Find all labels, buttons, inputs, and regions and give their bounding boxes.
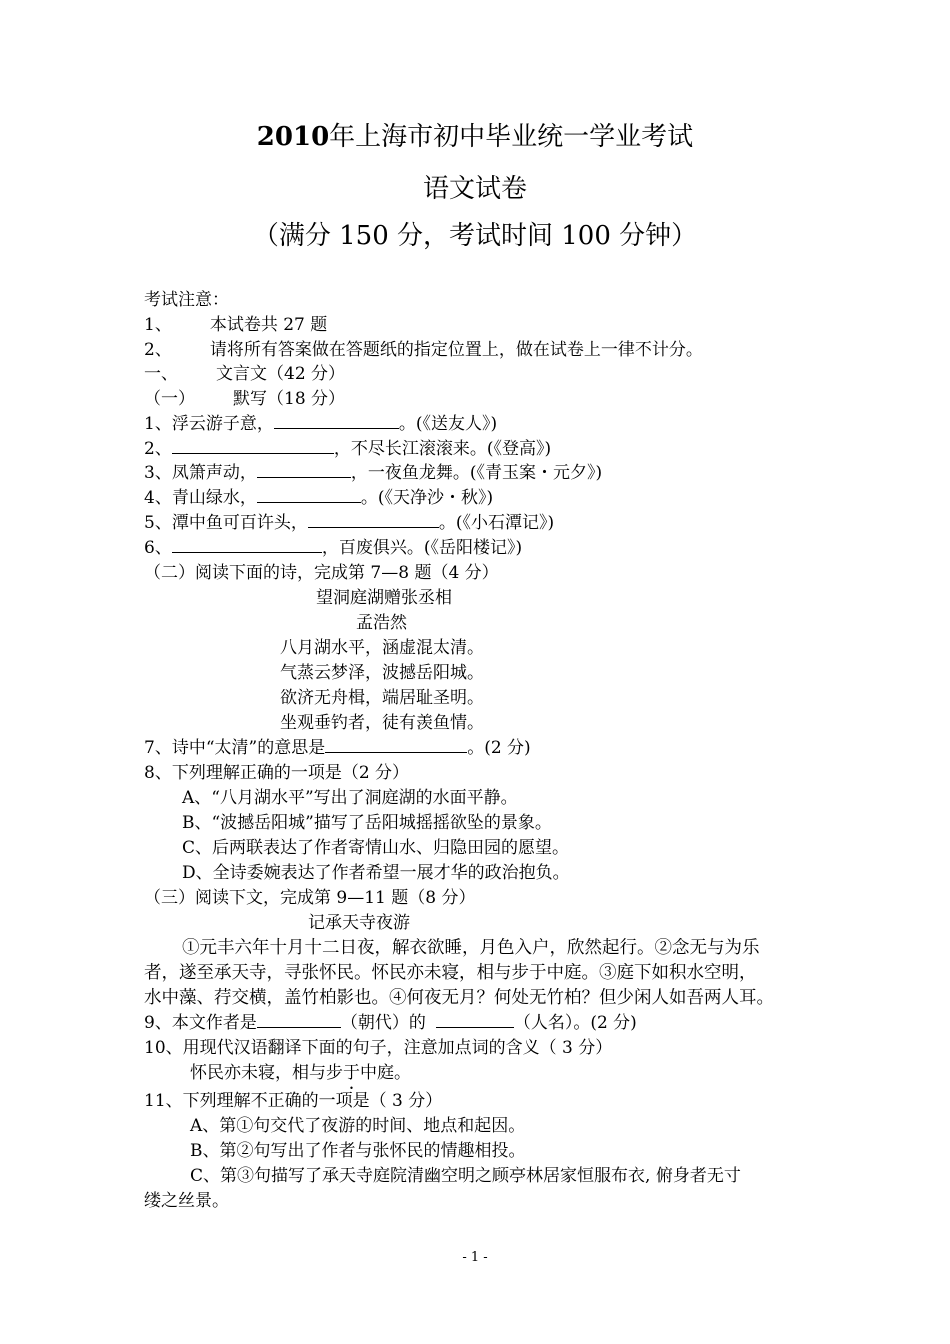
part1-heading: （一） 默写（18 分）: [144, 389, 346, 409]
question-7: 7、诗中“太清”的意思是 。(2 分): [144, 738, 531, 758]
answer-blank[interactable]: [257, 1011, 341, 1028]
question-10: 10、用现代汉语翻译下面的句子，注意加点词的含义（ 3 分）: [144, 1038, 613, 1058]
answer-blank[interactable]: [172, 536, 322, 553]
question-3: 3、凤箫声动， ，一夜鱼龙舞。(《青玉案・元夕》): [144, 463, 603, 483]
answer-blank[interactable]: [308, 511, 439, 528]
answer-blank[interactable]: [257, 461, 351, 478]
poem-line-4: 坐观垂钓者，徒有羡鱼情。: [280, 713, 484, 733]
page-number: - 1 -: [462, 1250, 488, 1265]
exam-note: （满分 150 分，考试时间 100 分钟）: [252, 221, 698, 251]
question-1: 1、浮云游子意， 。(《送友人》): [144, 414, 498, 434]
question-2: 2、 ，不尽长江滚滚来。(《登高》): [144, 439, 552, 459]
part2-heading: （二）阅读下面的诗，完成第 7—8 题（4 分）: [144, 563, 499, 583]
q10-sentence: 怀民亦未寝，相与步于中庭。: [190, 1063, 411, 1083]
answer-blank[interactable]: [436, 1011, 514, 1028]
part3-heading: （三）阅读下文，完成第 9—11 题（8 分）: [144, 888, 476, 908]
poem-line-3: 欲济无舟楫，端居耻圣明。: [280, 688, 484, 708]
exam-year: 2010: [256, 122, 330, 152]
dot-marked-char: 于: [343, 1063, 360, 1083]
question-6: 6、 ，百废俱兴。(《岳阳楼记》): [144, 538, 523, 558]
question-11: 11、下列理解不正确的一项是（ 3 分）: [144, 1091, 443, 1111]
q11-option-a: A、第①句交代了夜游的时间、地点和起因。: [190, 1116, 526, 1136]
q11-option-c-cont: 缕之丝景。: [144, 1191, 229, 1211]
exam-subtitle: 语文试卷: [422, 174, 527, 204]
notice-label: 考试注意：: [144, 290, 229, 310]
answer-blank[interactable]: [257, 486, 361, 503]
exam-title-text: 年上海市初中毕业统一学业考试: [329, 122, 694, 152]
notice-item-2: 2、 请将所有答案做在答题纸的指定位置上，做在试卷上一律不计分。: [144, 340, 703, 360]
answer-blank[interactable]: [172, 437, 334, 454]
question-5: 5、潭中鱼可百许头， 。(《小石潭记》): [144, 513, 555, 533]
q8-option-d: D、全诗委婉表达了作者希望一展才华的政治抱负。: [182, 863, 570, 883]
question-8: 8、下列理解正确的一项是（2 分）: [144, 763, 410, 783]
poem-line-2: 气蒸云梦泽，波撼岳阳城。: [280, 663, 484, 683]
poem-title: 望洞庭湖赠张丞相: [316, 588, 452, 608]
q8-option-c: C、后两联表达了作者寄情山水、归隐田园的愿望。: [182, 838, 570, 858]
poem-line-1: 八月湖水平，涵虚混太清。: [280, 638, 484, 658]
q8-option-b: B、“波撼岳阳城”描写了岳阳城摇摇欲坠的景象。: [182, 813, 552, 833]
passage-line-2: 者，遂至承天寺，寻张怀民。怀民亦未寝，相与步于中庭。③庭下如积水空明，: [144, 963, 757, 983]
notice-item-1: 1、 本试卷共 27 题: [144, 315, 328, 335]
passage-line-3: 水中藻、荇交横，盖竹柏影也。④何夜无月？何处无竹柏？但少闲人如吾两人耳。: [144, 988, 774, 1008]
answer-blank[interactable]: [274, 412, 399, 429]
poem-author: 孟浩然: [356, 613, 407, 633]
question-9: 9、本文作者是 （朝代）的 （人名）。(2 分): [144, 1013, 637, 1033]
question-4: 4、青山绿水， 。(《天净沙・秋》): [144, 488, 494, 508]
q11-option-c: C、第③句描写了承天寺庭院清幽空明之顾亭林居家恒服布衣, 俯身者无寸: [190, 1166, 741, 1186]
q11-option-b: B、第②句写出了作者与张怀民的情趣相投。: [190, 1141, 526, 1161]
exam-title: [0, 116, 950, 153]
passage-line-1: ①元丰六年十月十二日夜，解衣欲睡，月色入户，欣然起行。②念无与为乐: [182, 938, 760, 958]
answer-blank[interactable]: [325, 736, 467, 753]
text-title: 记承天寺夜游: [308, 913, 410, 933]
q8-option-a: A、“八月湖水平”写出了洞庭湖的水面平静。: [182, 788, 518, 808]
section-heading: 一、 文言文（42 分）: [144, 364, 346, 384]
